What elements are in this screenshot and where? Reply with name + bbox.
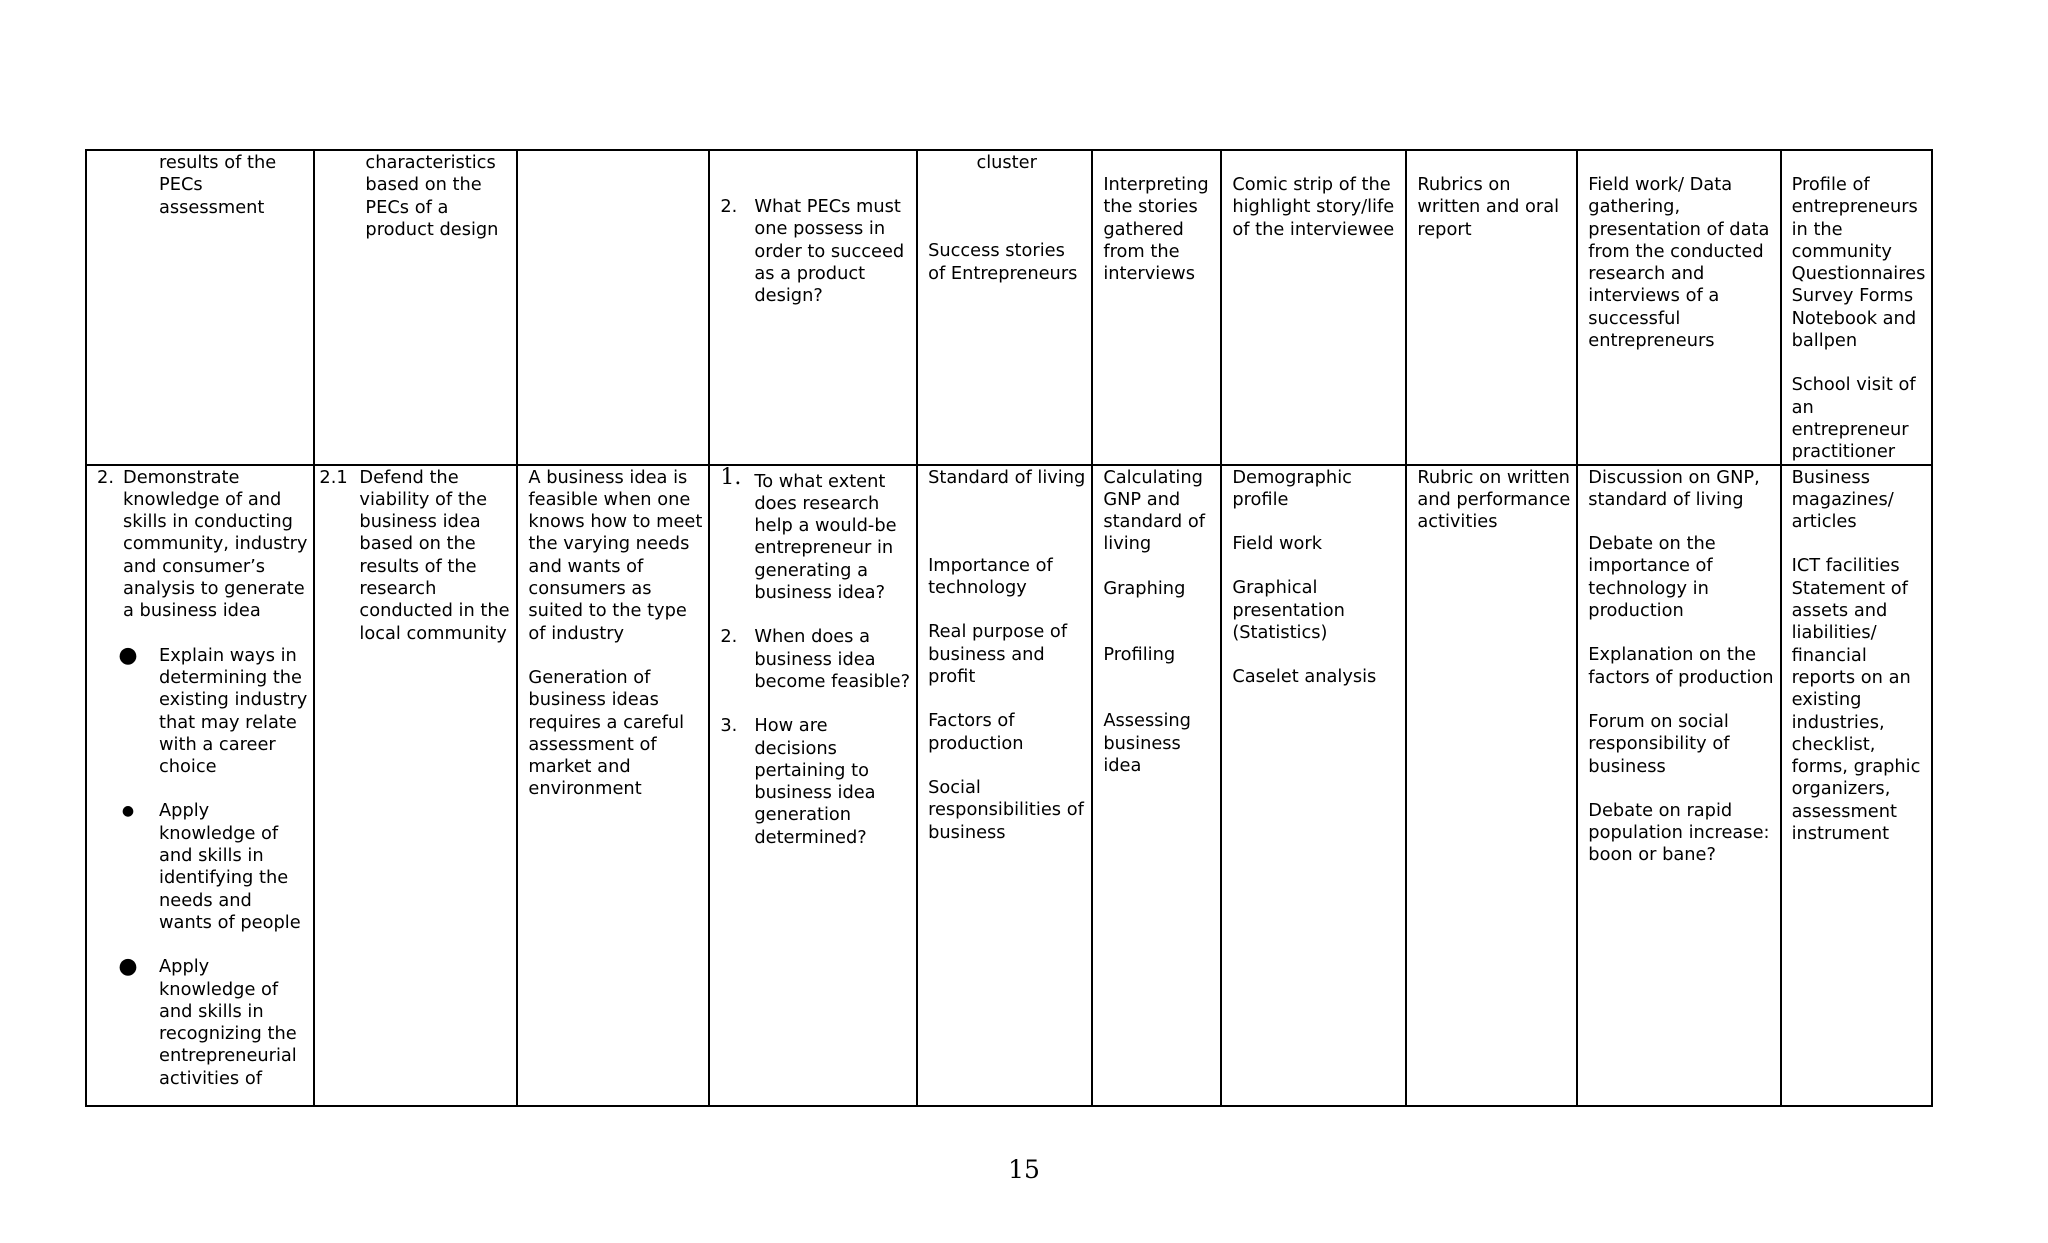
text-line: highlight story/life <box>1232 196 1395 218</box>
text-line: requires a careful <box>528 711 685 733</box>
bullet-icon: ● <box>121 803 135 820</box>
text-line: identifying the <box>159 867 289 889</box>
text-line: gathered <box>1103 218 1184 240</box>
text-line: product design <box>365 218 499 240</box>
text-line: business <box>1103 732 1181 754</box>
text-line: presentation of data <box>1588 218 1770 240</box>
text-line: boon or bane? <box>1588 844 1716 866</box>
cell-r1-c3 <box>517 150 709 465</box>
text-line: help a would-be <box>754 515 897 537</box>
text-line: and skills in <box>159 1000 264 1022</box>
text-line: community, industry <box>123 533 308 555</box>
text-line: the stories <box>1103 196 1198 218</box>
text-line: Explain ways in <box>159 644 297 666</box>
text-line: generation <box>754 804 852 826</box>
text-line: PECs of a <box>365 196 449 218</box>
text-line: of industry <box>528 622 625 644</box>
text-line: skills in conducting <box>123 511 293 533</box>
text-line: from the <box>1103 240 1180 262</box>
text-line: gathering, <box>1588 196 1681 218</box>
text-line: population increase: <box>1588 822 1770 844</box>
cell-r2-c3 <box>517 465 709 1106</box>
text-line: and consumer’s <box>123 555 266 577</box>
text-line: magazines/ <box>1791 488 1894 510</box>
text-line: industries, <box>1791 711 1885 733</box>
text-line: business idea <box>754 782 876 804</box>
text-line: entrepreneur in <box>754 537 894 559</box>
text-line: standard of living <box>1588 488 1744 510</box>
text-line: assessment <box>159 196 265 218</box>
text-line: standard of <box>1103 511 1205 533</box>
cell-r2-c5 <box>917 465 1092 1106</box>
text-line: business idea <box>359 511 481 533</box>
text-line: Assessing <box>1103 710 1191 732</box>
text-line: checklist, <box>1791 733 1876 755</box>
text-line: Profile of <box>1791 174 1870 195</box>
objective-number: 2. <box>97 466 114 488</box>
text-line: conducted in the <box>359 600 510 622</box>
text-line: profile <box>1232 488 1289 510</box>
text-line: liabilities/ <box>1791 622 1877 644</box>
text-line: articles <box>1791 511 1857 533</box>
text-line: as a product <box>754 262 866 284</box>
text-line: knowledge of <box>159 978 279 1000</box>
text-line: local community <box>359 622 507 644</box>
text-line: written and oral <box>1417 196 1560 218</box>
text-line: School visit of <box>1791 374 1916 396</box>
text-line: Debate on rapid <box>1588 799 1733 821</box>
text-line: Graphing <box>1103 577 1186 599</box>
text-line: needs and <box>159 889 252 911</box>
cell-r1-c8 <box>1406 150 1577 465</box>
cell-r2-c1 <box>86 465 314 1106</box>
text-line: presentation <box>1232 599 1345 621</box>
text-line: community <box>1791 240 1892 262</box>
cell-r1-c5 <box>917 150 1092 465</box>
text-line: business idea <box>754 648 876 670</box>
text-line: practitioner <box>1791 441 1896 463</box>
text-line: knowledge of and <box>123 488 282 510</box>
text-line: interviews <box>1103 263 1195 285</box>
question-number: 1. <box>720 464 742 490</box>
text-line: Explanation on the <box>1588 644 1757 666</box>
text-line: a business idea <box>123 600 261 622</box>
text-line: Demonstrate <box>123 466 240 488</box>
text-line: A business idea is <box>528 466 688 488</box>
text-line: and wants of <box>528 555 644 577</box>
text-line: Graphical <box>1232 577 1318 599</box>
text-line: PECs <box>159 174 203 196</box>
text-line: order to succeed <box>754 240 905 262</box>
text-line: Questionnaires <box>1791 263 1926 285</box>
text-line: Field work <box>1232 533 1323 555</box>
text-line: successful <box>1588 307 1681 329</box>
text-line: Success stories <box>928 240 1065 262</box>
text-line: determining the <box>159 666 302 688</box>
text-line: the varying needs <box>528 533 690 555</box>
text-line: pertaining to <box>754 759 869 781</box>
text-line: Field work/ Data <box>1588 174 1733 195</box>
text-line: Debate on the <box>1588 533 1716 555</box>
text-line: Comic strip of the <box>1232 174 1391 195</box>
text-line: analysis to generate <box>123 578 305 600</box>
text-line: reports on an <box>1791 666 1911 688</box>
text-line: responsibility of <box>1588 733 1730 755</box>
cell-r1-c9 <box>1577 150 1780 465</box>
text-line: does research <box>754 492 880 514</box>
text-line: business and <box>928 643 1045 665</box>
text-line: Discussion on GNP, <box>1588 466 1760 488</box>
text-line: entrepreneurs <box>1588 330 1715 352</box>
text-line: Caselet analysis <box>1232 666 1377 688</box>
cell-r1-c1 <box>86 150 314 465</box>
text-line: results of the <box>359 555 477 577</box>
text-line: production <box>928 732 1024 754</box>
text-line: assessment <box>1791 800 1897 822</box>
table-row <box>86 465 1932 1106</box>
text-line: that may relate <box>159 711 297 733</box>
table-row <box>86 150 1932 465</box>
question-number: 2. <box>720 196 738 217</box>
cell-r2-c2 <box>314 465 517 1106</box>
text-line: ICT facilities <box>1791 555 1900 577</box>
text-line: Standard of living <box>928 466 1086 488</box>
text-line: Rubrics on <box>1417 174 1511 195</box>
text-line: research and <box>1588 263 1705 285</box>
text-line: choice <box>159 756 217 778</box>
text-line: of Entrepreneurs <box>928 262 1078 284</box>
competency-number: 2.1 <box>319 466 348 488</box>
text-line: Apply <box>159 800 210 822</box>
text-line: characteristics <box>365 152 496 173</box>
text-line: living <box>1103 533 1152 555</box>
text-line: Demographic <box>1232 466 1352 488</box>
text-line: instrument <box>1791 823 1890 845</box>
page-number: 15 <box>1008 1155 1040 1184</box>
text-line: determined? <box>754 826 867 848</box>
text-line: consumers as <box>528 578 652 600</box>
text-line: interviews of a <box>1588 285 1720 307</box>
text-line: profit <box>928 666 976 688</box>
text-line: GNP and <box>1103 488 1181 510</box>
curriculum-table <box>85 149 1933 1107</box>
text-line: technology in <box>1588 577 1709 599</box>
text-line: an <box>1791 396 1814 418</box>
text-line: generating a <box>754 559 869 581</box>
text-line: Importance of <box>928 554 1053 576</box>
text-line: business ideas <box>528 689 659 711</box>
text-line: Calculating <box>1103 466 1203 488</box>
text-line: Forum on social <box>1588 710 1729 732</box>
text-line: activities <box>1417 511 1498 533</box>
text-line: idea <box>1103 754 1142 776</box>
text-line: entrepreneur <box>1791 418 1909 440</box>
text-line: Survey Forms <box>1791 285 1914 307</box>
cell-r1-c6 <box>1092 150 1221 465</box>
text-line: suited to the type <box>528 600 687 622</box>
bullet-icon: ● <box>118 954 138 980</box>
text-line: based on the <box>365 174 482 196</box>
text-line: viability of the <box>359 488 488 510</box>
question-number: 2. <box>720 626 738 648</box>
cell-r1-c7 <box>1221 150 1406 465</box>
text-line: organizers, <box>1791 778 1891 800</box>
cell-r2-c8 <box>1406 465 1577 1106</box>
text-line: technology <box>928 577 1027 599</box>
text-line: entrepreneurs <box>1791 196 1918 218</box>
text-line: production <box>1588 600 1684 622</box>
text-line: financial <box>1791 644 1867 666</box>
text-line: knowledge of <box>159 822 279 844</box>
text-line: wants of people <box>159 911 301 933</box>
text-line: Interpreting <box>1103 174 1209 195</box>
text-line: and skills in <box>159 845 264 867</box>
bullet-icon: ● <box>118 642 138 668</box>
text-line: Apply <box>159 956 210 978</box>
text-line: What PECs must <box>754 196 901 217</box>
text-line: Business <box>1791 466 1870 488</box>
text-line: decisions <box>754 737 837 759</box>
cell-r1-c4 <box>709 150 917 465</box>
cell-r1-c2 <box>314 150 517 465</box>
text-line: factors of production <box>1588 666 1774 688</box>
cell-r2-c6 <box>1092 465 1221 1106</box>
text-line: Generation of <box>528 666 651 688</box>
text-line: knows how to meet <box>528 511 703 533</box>
text-line: Statement of <box>1791 577 1908 599</box>
text-line: from the conducted <box>1588 240 1764 262</box>
text-line: existing <box>1791 689 1862 711</box>
text-line: Rubric on written <box>1417 466 1570 488</box>
cell-r1-c10 <box>1781 150 1933 465</box>
text-line: responsibilities of <box>928 799 1084 821</box>
cell-r2-c4 <box>709 465 917 1106</box>
cell-r2-c9 <box>1577 465 1780 1106</box>
text-line: report <box>1417 218 1472 240</box>
text-line: activities of <box>159 1067 262 1089</box>
text-line: Real purpose of <box>928 621 1068 643</box>
text-line: market and <box>528 756 631 778</box>
text-line: How are <box>754 715 828 737</box>
text-line: To what extent <box>754 470 886 492</box>
text-line: entrepreneurial <box>159 1045 297 1067</box>
text-line: Notebook and <box>1791 307 1917 329</box>
question-number: 3. <box>720 715 738 737</box>
text-line: ballpen <box>1791 330 1858 352</box>
text-line: assets and <box>1791 600 1888 622</box>
text-line: forms, graphic <box>1791 756 1921 778</box>
text-line: Factors of <box>928 710 1015 732</box>
text-line: importance of <box>1588 555 1713 577</box>
cell-r2-c10 <box>1781 465 1933 1106</box>
cell-r2-c7 <box>1221 465 1406 1106</box>
text-line: business <box>928 821 1006 843</box>
text-line: Profiling <box>1103 644 1176 666</box>
text-line: business <box>1588 755 1666 777</box>
text-line: cluster <box>976 152 1037 173</box>
text-line: environment <box>528 778 642 800</box>
text-line: design? <box>754 285 823 307</box>
text-line: one possess in <box>754 218 886 240</box>
text-line: in the <box>1791 218 1843 240</box>
text-line: business idea? <box>754 582 886 604</box>
text-line: and performance <box>1417 488 1571 510</box>
text-line: recognizing the <box>159 1023 297 1045</box>
text-line: results of the <box>159 152 277 173</box>
text-line: assessment of <box>528 733 657 755</box>
text-line: feasible when one <box>528 488 691 510</box>
text-line: (Statistics) <box>1232 622 1328 644</box>
text-line: existing industry <box>159 689 308 711</box>
text-line: Social <box>928 776 981 798</box>
text-line: with a career <box>159 733 276 755</box>
text-line: of the interviewee <box>1232 218 1395 240</box>
text-line: Defend the <box>359 466 459 488</box>
text-line: research <box>359 578 437 600</box>
text-line: based on the <box>359 533 476 555</box>
text-line: become feasible? <box>754 670 911 692</box>
text-line: When does a <box>754 626 870 648</box>
